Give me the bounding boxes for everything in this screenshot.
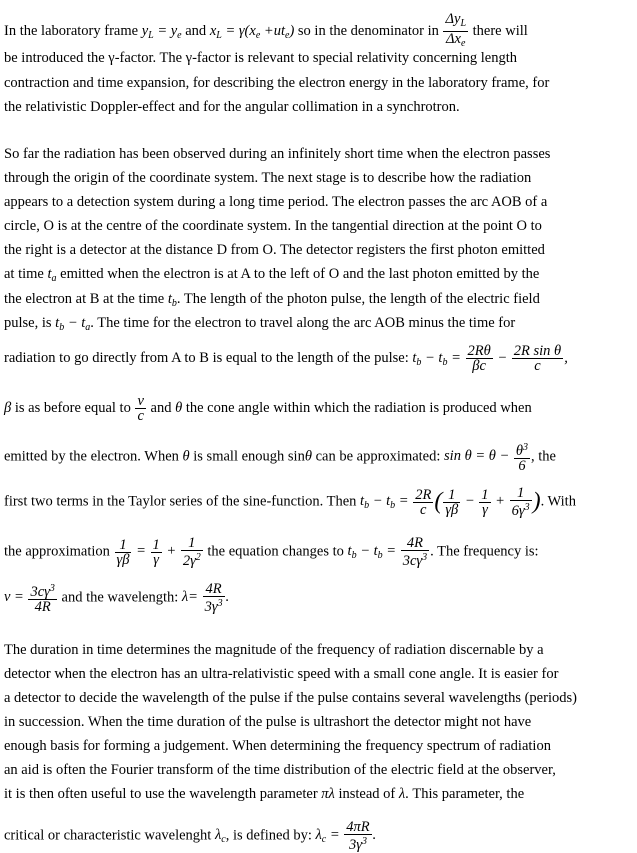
formula-beta: β: [4, 399, 12, 416]
text-line: through the origin of the coordinate system. The next stage is to describe how the radiation: [4, 170, 532, 186]
text-line: the right is a detector at the distance D from O. The detector registers the first photon emitted: [4, 242, 545, 258]
text: instead of: [334, 786, 399, 802]
text-line: [4, 266, 633, 287]
text: the electron at B at the time: [4, 291, 168, 307]
text: critical or characteristic wavelenght: [4, 827, 215, 844]
text: is as before equal to: [11, 399, 135, 416]
text-line: So far the radiation has been observed during an infinitely short time when the electron passes: [4, 146, 551, 162]
text: first two terms in the Taylor series of the sine-function. Then: [4, 493, 361, 510]
formula-pulse-result: $t_b - t_b$ = $\frac{4R}{3c\gamma^3}$: [347, 535, 428, 569]
text-line: [4, 582, 633, 614]
text-line: in succession. When the time duration of the pulse is ultrashort the detector might not have: [4, 714, 532, 730]
text: , the: [531, 448, 556, 465]
text: . With: [540, 493, 576, 510]
text-line: enough basis for forming a judgement. When determining the frequency spectrum of radiation: [4, 738, 551, 754]
formula-frequency: ν = $\frac{3c\gamma^3}{4R}$: [4, 583, 55, 615]
formula-critical-wavelength: $\lambda_c$ = $\frac{4\pi R}{3\gamma^3}$ .: [315, 819, 377, 853]
formula-y-lab: $y_L = y_e$: [141, 22, 182, 41]
text: . The length of the photon pulse, the length of the electric field: [176, 291, 540, 307]
text-line: appears to a detection system during a long time period. The electron passes the arc AOB of a: [4, 194, 548, 210]
text-line: [4, 344, 633, 373]
text-line: [4, 536, 633, 568]
formula-dy-dx: $\Delta y_L$ $\Delta x_e$: [445, 11, 466, 49]
text-line: [4, 291, 633, 312]
text: and: [181, 22, 210, 39]
formula-tb-ta: $t_b - t_a$: [55, 315, 91, 333]
text-line: the relativistic Doppler-effect and for the angular collimation in a synchrotron.: [4, 99, 460, 115]
formula-ta: $t_a$: [47, 266, 57, 284]
text-line: The duration in time determines the magnitude of the frequency of radiation discernable by a: [4, 642, 544, 658]
text-line: be introduced the γ-factor. The γ-factor is relevant to special relativity concerning length: [4, 50, 518, 66]
text-line: [4, 486, 633, 518]
text: it is then often useful to use the wavelength parameter: [4, 786, 322, 802]
text: In the laboratory frame: [4, 22, 142, 39]
formula-sin-approx: sin θ = θ − $\frac{\theta^3}{6}$: [444, 442, 529, 474]
text: can be approximated:: [311, 448, 445, 465]
formula-theta: θ: [182, 448, 190, 465]
text-line: [4, 786, 633, 802]
formula-theta: θ: [304, 448, 312, 465]
text: the cone angle within which the radiation is produced when: [182, 399, 532, 416]
formula-lambda: λ: [398, 786, 406, 802]
formula-x-lab: $x_L = \gamma(x_e +ut_e)$: [209, 22, 295, 41]
text-line: [4, 820, 633, 852]
text-line: [4, 441, 633, 473]
text: is small enough sin: [189, 448, 305, 465]
text-line: [4, 12, 633, 51]
text: . The frequency is:: [430, 543, 539, 560]
formula-tb: $t_b$: [167, 291, 177, 309]
formula-wavelength: λ= $\frac{4R}{3\gamma^3}$ .: [181, 581, 230, 615]
text: . This parameter, the: [405, 786, 525, 802]
formula-pulse-length: $t_b - t_b$ = $\frac{2R\theta}{\beta c}$ − $\frac{\text{2R sin θ}}{c}$ ,: [412, 343, 568, 374]
text: radiation to go directly from A to B is equal to the length of the pulse:: [4, 349, 413, 366]
text: at time: [4, 266, 48, 282]
text: emitted by the electron. When: [4, 448, 183, 465]
text: so in the denominator in: [294, 22, 443, 39]
text: emitted when the electron is at A to the left of O and the last photon emitted by the: [56, 266, 540, 282]
text: . The time for the electron to travel along the arc AOB minus the time for: [90, 315, 516, 331]
text: and the wavelength:: [57, 589, 182, 606]
text-line: circle, O is at the centre of the coordinate system. In the tangential direction at the point O to: [4, 218, 542, 234]
text-line: [4, 315, 633, 336]
text: and: [146, 399, 176, 416]
formula-v-over-c: $\frac{\nu}{c}$: [137, 393, 144, 424]
text: , is defined by:: [225, 827, 316, 844]
formula-pi-lambda: πλ: [321, 786, 335, 802]
text-line: [4, 394, 633, 423]
text: the equation changes to: [203, 543, 348, 560]
formula-taylor: $t_b - t_b$ = $\frac{2R}{c}$ ( $\frac{1}{\gamma\beta}$ − $\frac{1}{\gamma}$ + $\frac{1}{6\gamma^3}$ ): [360, 485, 541, 519]
text: pulse, is: [4, 315, 56, 331]
text-line: a detector to decide the wavelength of the pulse if the pulse contains several wavelengths (periods): [4, 690, 577, 706]
formula-lambda-c: $\lambda_c$: [214, 827, 226, 846]
text: the approximation: [4, 543, 114, 560]
text-line: contraction and time expansion, for describing the electron energy in the laboratory frame, for: [4, 75, 550, 91]
text: there will: [469, 22, 528, 39]
text-line: detector when the electron has an ultra-relativistic speed with a small cone angle. It is easier for: [4, 666, 559, 682]
formula-theta: θ: [175, 399, 183, 416]
text-line: an aid is often the Fourier transform of the time distribution of the electric field at the observer,: [4, 762, 556, 778]
formula-approximation: $\frac{1}{\gamma\beta}$ = $\frac{1}{\gamma}$ + $\frac{1}{2\gamma^2}$: [116, 535, 201, 569]
